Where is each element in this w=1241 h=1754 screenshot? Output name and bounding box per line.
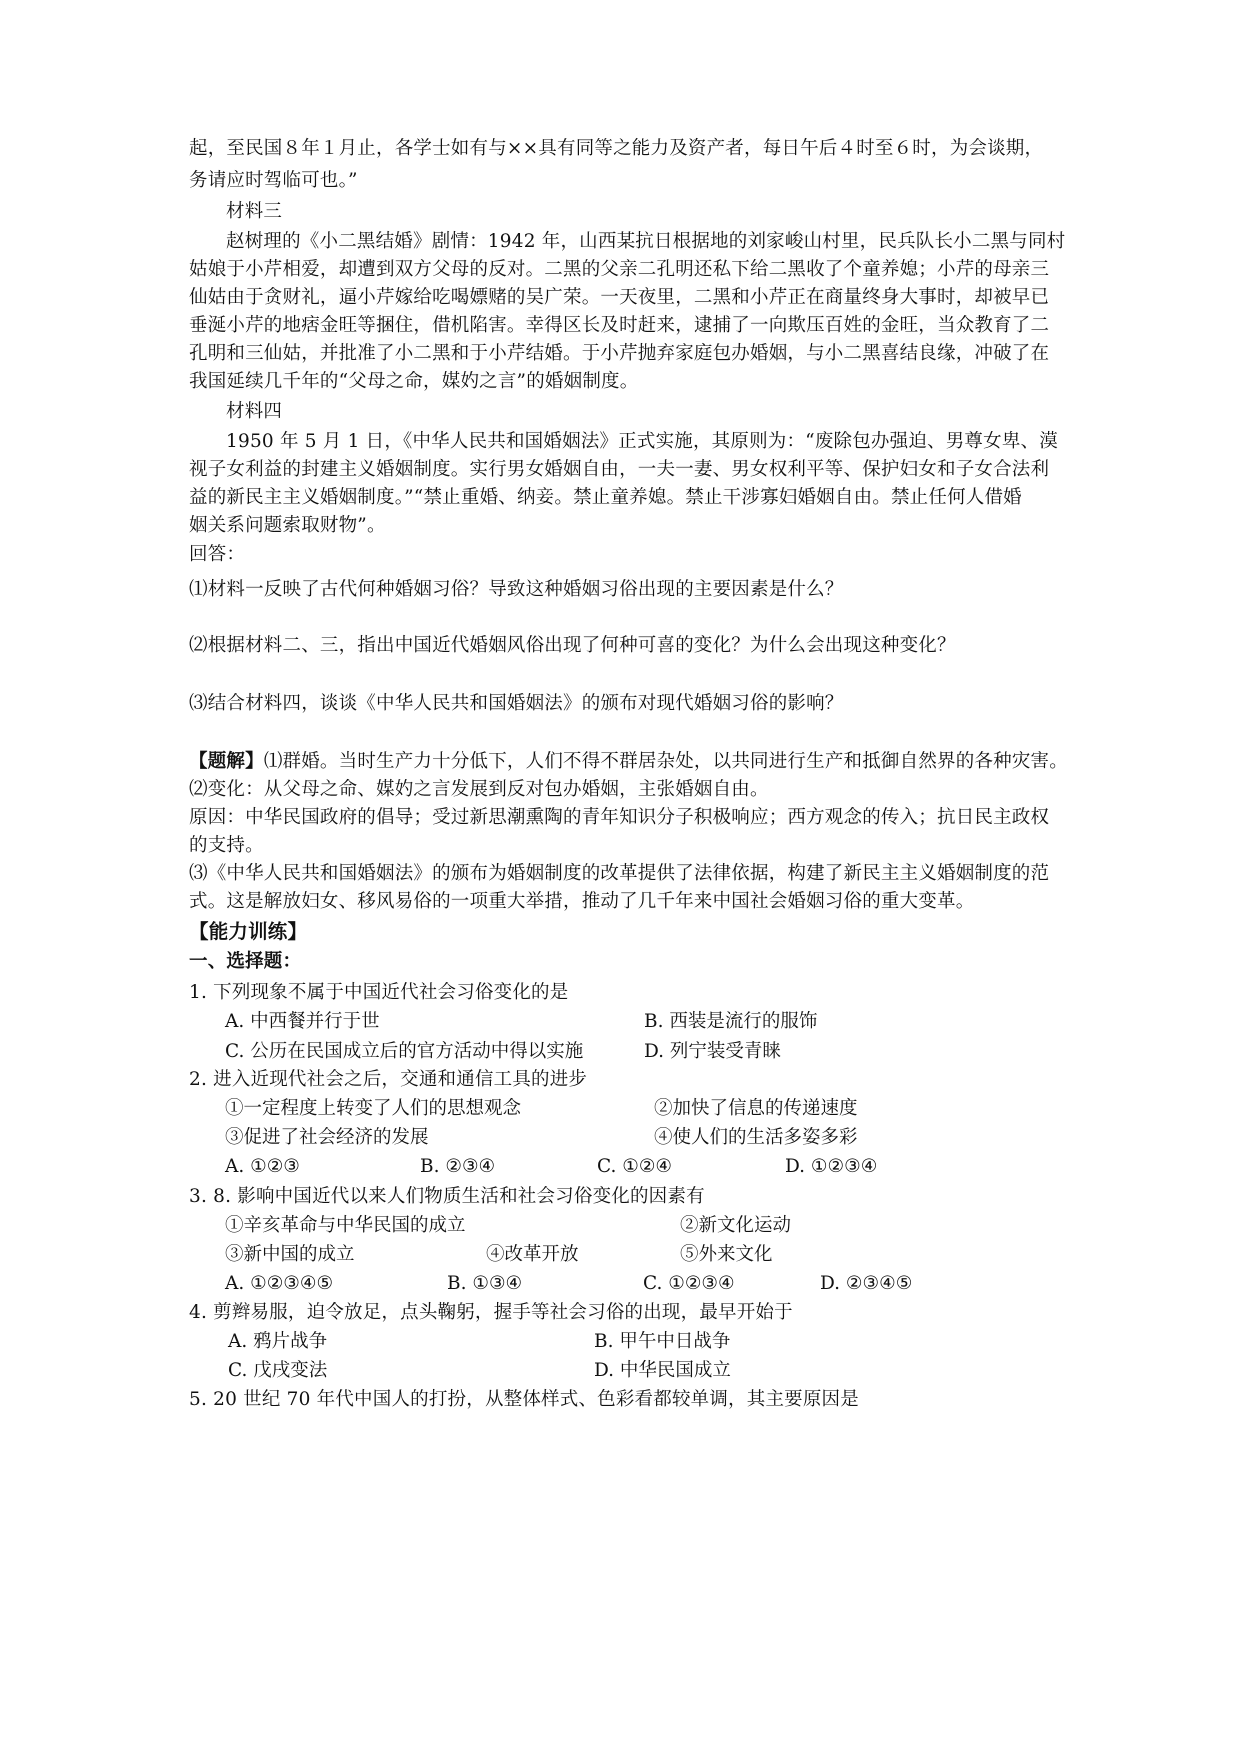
material-continued-line: 起，至民国８年１月止，各学士如有与××具有同等之能力及资产者，每日午后４时至６时，为会谈期， <box>189 138 1044 159</box>
material-4-line: 1950 年 5 月 1 日，《中华人民共和国婚姻法》正式实施，其原则为：“废除包办强迫、男尊女卑、漠 <box>226 431 1058 452</box>
solution-line: 的支持。 <box>189 835 264 856</box>
option-b: B. 甲午中日战争 <box>594 1331 731 1352</box>
material-3-title: 材料三 <box>226 201 283 222</box>
option-a: A. 中西餐并行于世 <box>225 1011 380 1032</box>
material-3-line: 赵树理的《小二黑结婚》剧情：1942 年，山西某抗日根据地的刘家峻山村里，民兵队长小二黑与同村 <box>226 231 1066 252</box>
training-heading: 【能力训练】 <box>189 920 308 943</box>
statement-4: ④改革开放 <box>486 1244 579 1265</box>
option-c: C. 戊戌变法 <box>228 1360 328 1381</box>
material-3-line: 姑娘于小芹相爱，却遭到双方父母的反对。二黑的父亲二孔明还私下给二黑收了个童养媳；小芹的母亲三 <box>189 259 1050 280</box>
material-3-line: 孔明和三仙姑，并批准了小二黑和于小芹结婚。于小芹抛弃家庭包办婚姻，与小二黑喜结良缘，冲破了在 <box>189 343 1050 364</box>
statement-1: ①一定程度上转变了人们的思想观念 <box>225 1098 522 1119</box>
statement-1: ①辛亥革命与中华民国的成立 <box>225 1215 466 1236</box>
solution-line: ⑶《中华人民共和国婚姻法》的颁布为婚姻制度的改革提供了法律依据，构建了新民主主义婚姻制度的范 <box>189 863 1050 884</box>
material-3-line: 仙姑由于贪财礼，逼小芹嫁给吃喝嫖赌的吴广荣。一天夜里，二黑和小芹正在商量终身大事时，却被早已 <box>189 287 1050 308</box>
statement-4: ④使人们的生活多姿多彩 <box>654 1127 858 1148</box>
section-title: 一、选择题： <box>189 951 302 972</box>
option-d: D. ②③④⑤ <box>820 1273 913 1294</box>
option-a: A. ①②③ <box>225 1156 300 1177</box>
answer-label: 回答： <box>189 544 246 565</box>
choice-question-4: 4. 剪辫易服，迫令放足，点头鞠躬，握手等社会习俗的出现，最早开始于 <box>189 1302 793 1323</box>
material-3-line: 我国延续几千年的“父母之命，媒妁之言”的婚姻制度。 <box>189 371 639 392</box>
statement-5: ⑤外来文化 <box>680 1244 773 1265</box>
material-3-line: 垂涎小芹的地痞金旺等捆住，借机陷害。幸得区长及时赶来，逮捕了一向欺压百姓的金旺，当众教育了二 <box>189 315 1050 336</box>
statement-2: ②加快了信息的传递速度 <box>654 1098 858 1119</box>
choice-question-3: 3. 8. 影响中国近代以来人们物质生活和社会习俗变化的因素有 <box>189 1186 705 1207</box>
solution-line: ⑵变化：从父母之命、媒妁之言发展到反对包办婚姻，主张婚姻自由。 <box>189 779 769 800</box>
option-a: A. 鸦片战争 <box>228 1331 328 1352</box>
material-4-title: 材料四 <box>226 401 283 422</box>
solution-label: 【题解】 <box>189 751 264 772</box>
material-4-line: 益的新民主主义婚姻制度。”“禁止重婚、纳妾。禁止童养媳。禁止干涉寡妇婚姻自由。禁止任何人借婚 <box>189 487 1022 508</box>
material-4-line: 视子女利益的封建主义婚姻制度。实行男女婚姻自由，一夫一妻、男女权利平等、保护妇女和子女合法利 <box>189 459 1050 480</box>
statement-3: ③新中国的成立 <box>225 1244 355 1265</box>
question-2: ⑵根据材料二、三，指出中国近代婚姻风俗出现了何种可喜的变化？为什么会出现这种变化？ <box>189 635 956 656</box>
option-b: B. 西装是流行的服饰 <box>644 1011 818 1032</box>
option-c: C. 公历在民国成立后的官方活动中得以实施 <box>225 1041 584 1062</box>
option-d: D. ①②③④ <box>785 1156 878 1177</box>
solution-text: ⑴群婚。当时生产力十分低下，人们不得不群居杂处，以共同进行生产和抵御自然界的各种灾害。 <box>263 751 1068 772</box>
question-1: ⑴材料一反映了古代何种婚姻习俗？导致这种婚姻习俗出现的主要因素是什么？ <box>189 579 844 600</box>
solution-line: 式。这是解放妇女、移风易俗的一项重大举措，推动了几千年来中国社会婚姻习俗的重大变革。 <box>189 891 975 912</box>
material-continued-line: 务请应时驾临可也。” <box>189 170 358 191</box>
option-b: B. ②③④ <box>420 1156 496 1177</box>
choice-question-5: 5. 20 世纪 70 年代中国人的打扮，从整体样式、色彩看都较单调，其主要原因是 <box>189 1389 859 1410</box>
question-3: ⑶结合材料四，谈谈《中华人民共和国婚姻法》的颁布对现代婚姻习俗的影响？ <box>189 693 844 714</box>
option-d: D. 列宁装受青睐 <box>644 1041 781 1062</box>
option-b: B. ①③④ <box>447 1273 523 1294</box>
statement-2: ②新文化运动 <box>680 1215 792 1236</box>
material-4-line: 姻关系问题索取财物”。 <box>189 515 386 536</box>
solution-line: 原因：中华民国政府的倡导；受过新思潮熏陶的青年知识分子积极响应；西方观念的传入；抗日民主政权 <box>189 807 1050 828</box>
option-d: D. 中华民国成立 <box>594 1360 731 1381</box>
choice-question-1: 1. 下列现象不属于中国近代社会习俗变化的是 <box>189 982 569 1003</box>
option-a: A. ①②③④⑤ <box>225 1273 334 1294</box>
option-c: C. ①②③④ <box>643 1273 735 1294</box>
option-c: C. ①②④ <box>597 1156 673 1177</box>
solution-line-1 <box>189 750 1068 774</box>
choice-question-2: 2. 进入近现代社会之后，交通和通信工具的进步 <box>189 1069 588 1090</box>
statement-3: ③促进了社会经济的发展 <box>225 1127 429 1148</box>
